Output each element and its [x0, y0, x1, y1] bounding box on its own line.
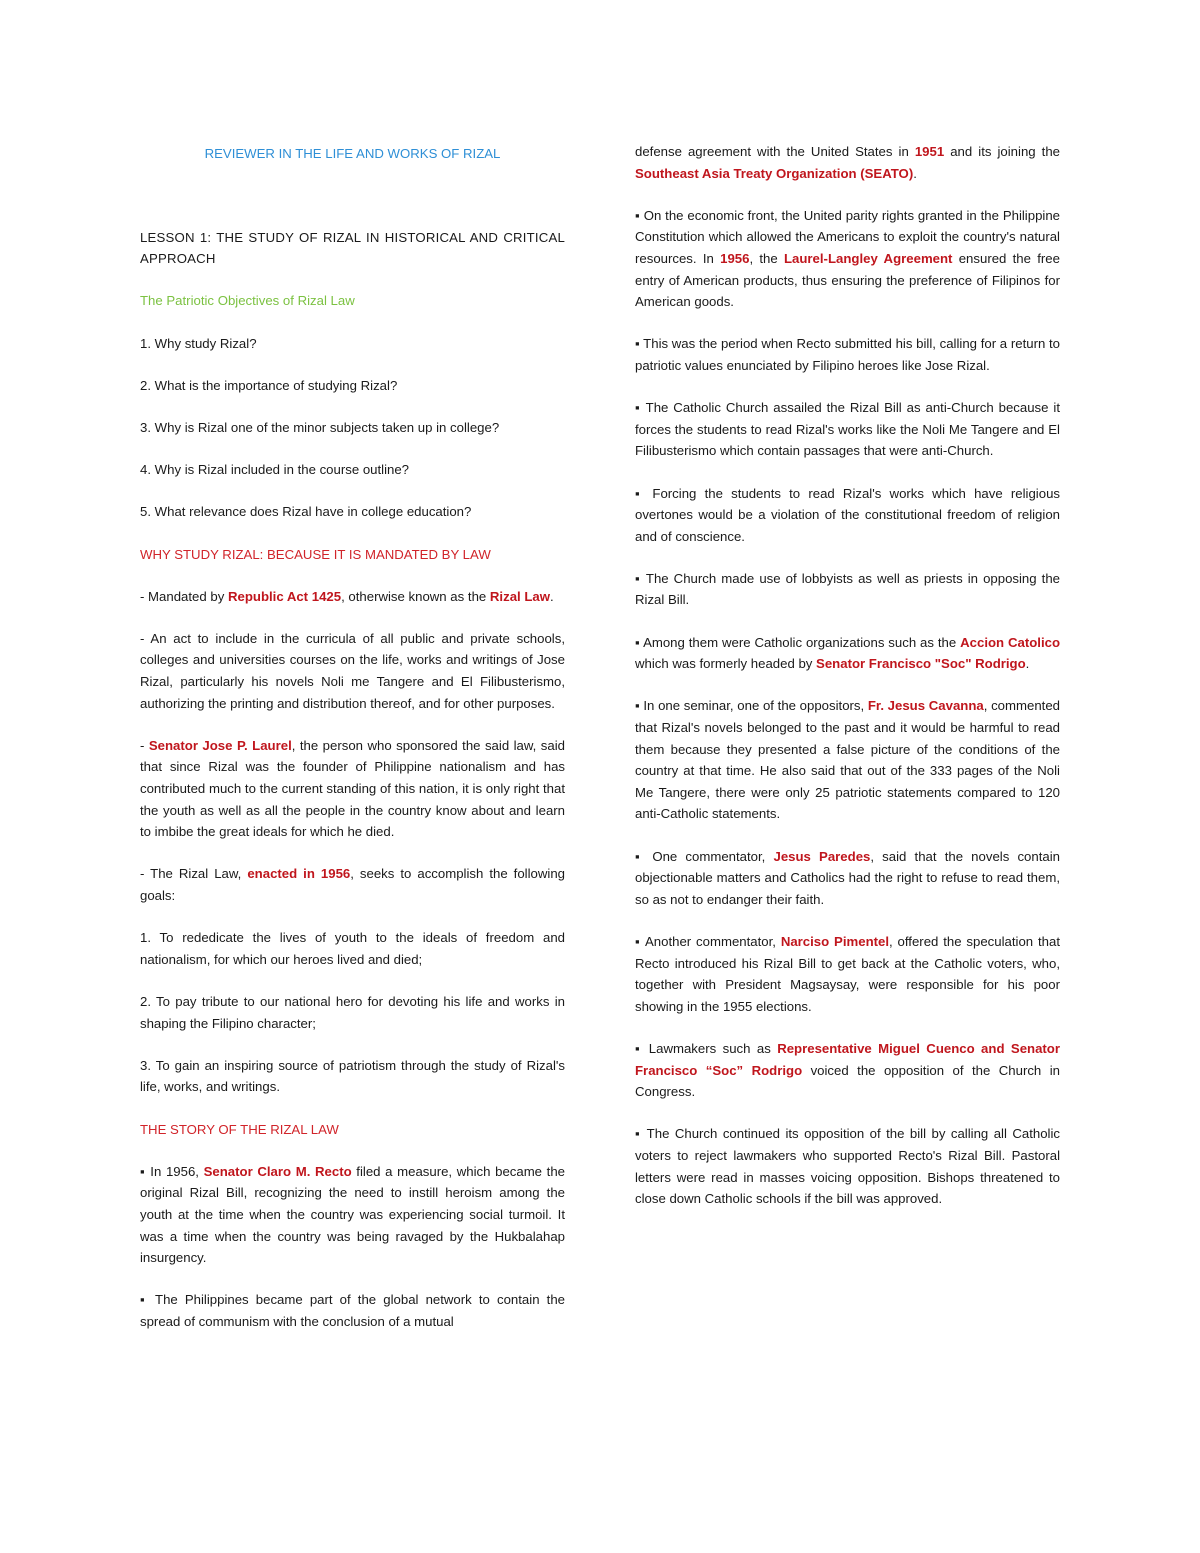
paragraph-opposition: ▪ The Church continued its opposition of the bill by calling all Catholic voters to reject lawmakers who supported Recto's Rizal Bill. Pastoral letters were read in masses voicing opposition. Bishops threatened to close down Catholic schools if the bill was approved. [635, 1126, 1060, 1207]
paragraph-forcing: ▪ Forcing the students to read Rizal's works which have religious overtones would be a violation of the constitutional freedom of religion and of conscience. [635, 485, 1060, 544]
question-item: 2. What is the importance of studying Rizal? [140, 377, 398, 393]
section-heading-mandated: WHY STUDY RIZAL: BECAUSE IT IS MANDATED BY LAW [140, 546, 491, 562]
section-heading-story: THE STORY OF THE RIZAL LAW [140, 1121, 339, 1137]
right-column [635, 141, 1060, 1230]
goal-item: 3. To gain an inspiring source of patriotism through the study of Rizal's life, works, and writings. [140, 1057, 565, 1095]
paragraph-economic: ▪ On the economic front, the United parity rights granted in the Philippine Constitution which allowed the Americans to exploit the country's natural resources. In 1956, the Laurel-Langley Agreement ensured the free entry of American products, thus ensuring the preference of Filipinos for American goods. [635, 207, 1060, 310]
lesson-heading: LESSON 1: THE STUDY OF RIZAL IN HISTORICAL AND CRITICAL APPROACH [140, 229, 565, 267]
paragraph-mandated: - Mandated by Republic Act 1425, otherwise known as the Rizal Law. [140, 588, 554, 604]
paragraph-seato: defense agreement with the United States in 1951 and its joining the Southeast Asia Treaty Organization (SEATO). [635, 144, 1060, 181]
paragraph-act: - An act to include in the curricula of all public and private schools, colleges and universities courses on the life, works and writings of Jose Rizal, particularly his novels Noli me Tangere and El Filibusterismo, authorizing the printing and distribution thereof, and for other purposes. [140, 630, 565, 711]
paragraph-paredes: ▪ One commentator, Jesus Paredes, said that the novels contain objectionable matters and Catholics had the right to refuse to read them, so as not to endanger their faith. [635, 848, 1060, 907]
goal-item: 2. To pay tribute to our national hero for devoting his life and works in shaping the Filipino character; [140, 993, 565, 1031]
paragraph-laurel: - Senator Jose P. Laurel, the person who sponsored the said law, said that since Rizal was the founder of Philippine nationalism and has contributed much to the current standing of this nation, it is only right that the youth as well as all the people in the country know about and learn to imbibe the great ideals for which he died. [140, 737, 565, 840]
paragraph-pimentel: ▪ Another commentator, Narciso Pimentel, offered the speculation that Recto introduced his Rizal Bill to get back at the Catholic voters, who, together with President Magsaysay, were responsible for his poor showing in the 1955 elections. [635, 933, 1060, 1014]
paragraph-enacted: - The Rizal Law, enacted in 1956, seeks to accomplish the following goals: [140, 866, 565, 903]
question-item: 5. What relevance does Rizal have in college education? [140, 504, 472, 520]
goal-item: 1. To rededicate the lives of youth to the ideals of freedom and nationalism, for which our heroes lived and died; [140, 930, 565, 967]
paragraph-accion: ▪ Among them were Catholic organizations such as the Accion Catolico which was formerly headed by Senator Francisco "Soc" Rodrigo. [635, 634, 1061, 672]
left-column [140, 140, 565, 1353]
paragraph-church: ▪ The Catholic Church assailed the Rizal Bill as anti-Church because it forces the students to read Rizal's works like the Noli Me Tangere and El Filibusterismo which contain passages that were anti-Church. [635, 400, 1060, 459]
paragraph-recto-bill: ▪ This was the period when Recto submitted his bill, calling for a return to patriotic values enunciated by Filipino heroes like Jose Rizal. [635, 336, 1060, 373]
question-item: 3. Why is Rizal one of the minor subjects taken up in college? [140, 419, 500, 435]
paragraph-cavanna: ▪ In one seminar, one of the oppositors, Fr. Jesus Cavanna, commented that Rizal's novels belonged to the past and it would be harmful to read them because they presented a false picture of the conditions of the country at that time. He also said that out of the 333 pages of the Noli Me Tangere, there were only 25 patriotic statements compared to 120 anti-Catholic statements. [635, 698, 1060, 822]
paragraph-lawmakers: ▪ Lawmakers such as Representative Miguel Cuenco and Senator Francisco “Soc” Rodrigo voiced the opposition of the Church in Congress. [635, 1040, 1060, 1100]
paragraph-lobbyists: ▪ The Church made use of lobbyists as well as priests in opposing the Rizal Bill. [635, 570, 1060, 608]
section-subtitle: The Patriotic Objectives of Rizal Law [140, 293, 355, 309]
question-item: 4. Why is Rizal included in the course outline? [140, 462, 410, 478]
document-title: REVIEWER IN THE LIFE AND WORKS OF RIZAL [204, 146, 501, 161]
paragraph-recto: ▪ In 1956, Senator Claro M. Recto filed a measure, which became the original Rizal Bill, recognizing the need to instill heroism among the youth at the time when the country was experiencing social turmoil. It was a time when the country was being ravaged by the Hukbalahap insurgency. [140, 1163, 566, 1266]
question-item: 1. Why study Rizal? [140, 335, 257, 351]
paragraph-network: ▪ The Philippines became part of the global network to contain the spread of communism with the conclusion of a mutual [140, 1292, 565, 1329]
